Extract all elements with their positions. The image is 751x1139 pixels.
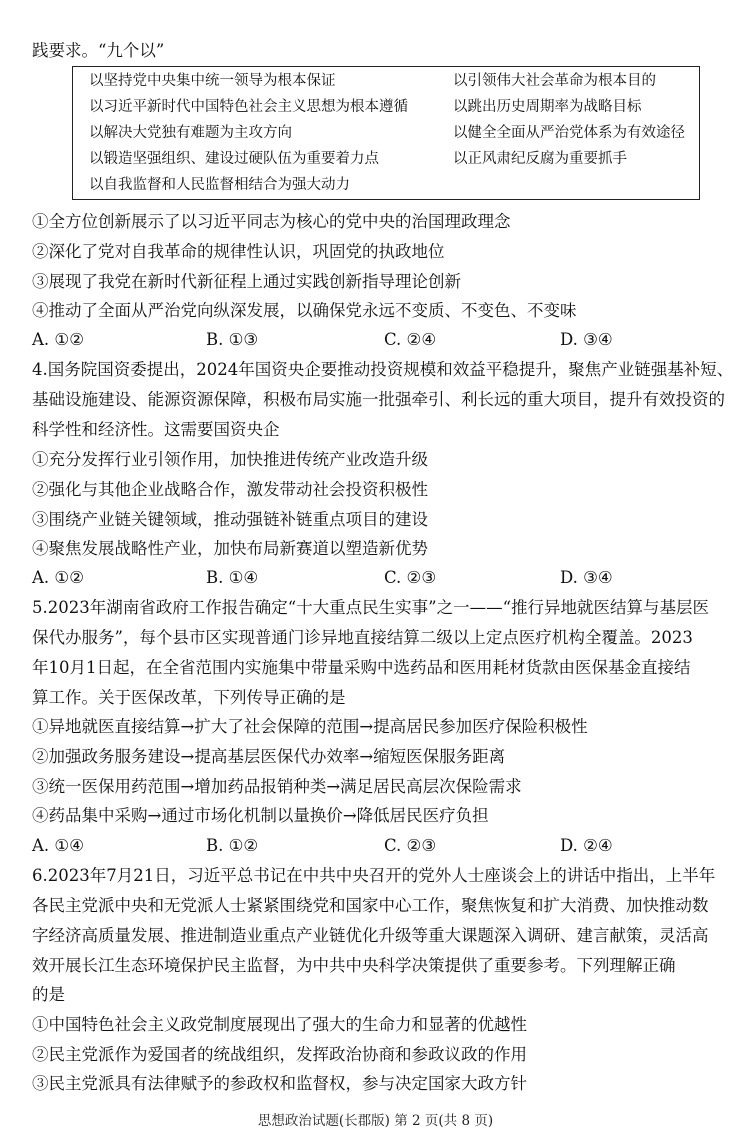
q5-stem-line: 年10月1日起，在全省范围内实施集中带量采购中选药品和医用耗材货款由医保基金直接结	[32, 658, 691, 677]
box-item: 以坚持党中央集中统一领导为根本保证	[89, 73, 336, 89]
q6-stem-line: 字经济高质量发展、推进制造业重点产业链优化升级等重大课题深入调研、建言献策，灵活高	[32, 926, 709, 945]
q4-option-1: ①充分发挥行业引领作用，加快推进传统产业改造升级	[32, 450, 428, 469]
q4-stem-line: 科学性和经济性。这需要国资央企	[32, 420, 280, 439]
choice-b[interactable]: B. ①③	[206, 330, 259, 349]
q3-option-4: ④推动了全面从严治党向纵深发展，以确保党永远不变质、不变色、不变味	[32, 301, 577, 320]
q6-option-3: ③民主党派具有法律赋予的参政权和监督权，参与决定国家大政方针	[32, 1074, 527, 1093]
q3-option-2: ②深化了党对自我革命的规律性认识，巩固党的执政地位	[32, 242, 445, 261]
q6-option-2: ②民主党派作为爱国者的统战组织，发挥政治协商和参政议政的作用	[32, 1045, 527, 1064]
q6-stem-line: 各民主党派中央和无党派人士紧紧围绕党和国家中心工作，聚焦恢复和扩大消费、加快推动数	[32, 896, 709, 915]
q6-stem-line: 效开展长江生态环境保护民主监督，为中共中央科学决策提供了重要参考。下列理解正确	[32, 956, 676, 975]
q4-choices	[32, 567, 737, 589]
q3-option-1: ①全方位创新展示了以习近平同志为核心的党中央的治国理政理念	[32, 212, 511, 231]
box-item: 以健全全面从严治党体系为有效途径	[453, 125, 685, 141]
q4-stem-line: 4.国务院国资委提出，2024年国资央企要推动投资规模和效益平稳提升，聚焦产业链强基补短、	[32, 360, 734, 379]
choice-b[interactable]: B. ①②	[206, 836, 259, 855]
q6-option-1: ①中国特色社会主义政党制度展现出了强大的生命力和显著的优越性	[32, 1015, 527, 1034]
q4-option-4: ④聚焦发展战略性产业，加快布局新赛道以塑造新优势	[32, 539, 428, 558]
q4-option-2: ②强化与其他企业战略合作，激发带动社会投资积极性	[32, 480, 428, 499]
box-item: 以锻造坚强组织、建设过硬队伍为重要着力点	[89, 151, 379, 167]
q5-stem-line: 算工作。关于医保改革，下列传导正确的是	[32, 688, 346, 707]
box-item: 以自我监督和人民监督相结合为强大动力	[89, 177, 350, 193]
box-item: 以习近平新时代中国特色社会主义思想为根本遵循	[89, 99, 408, 115]
choice-c[interactable]: C. ②③	[384, 568, 437, 587]
q3-choices	[32, 329, 737, 351]
intro-tail: 践要求。“九个以”	[32, 41, 165, 60]
q3-option-3: ③展现了我党在新时代新征程上通过实践创新指导理论创新	[32, 272, 461, 291]
q5-stem-line: 5.2023年湖南省政府工作报告确定“十大重点民生实事”之一——“推行异地就医结算与基层医	[32, 598, 710, 617]
box-item: 以跳出历史周期率为战略目标	[453, 99, 642, 115]
q6-stem-line: 的是	[32, 985, 65, 1004]
q5-option-2: ②加强政务服务建设→提高基层医保代办效率→缩短医保服务距离	[32, 747, 506, 766]
nine-points-box	[72, 66, 700, 200]
q4-stem-line: 基础设施建设、能源资源保障，积极布局实施一批强牵引、利长远的重大项目，提升有效投资的	[32, 390, 725, 409]
choice-d[interactable]: D. ②④	[560, 836, 613, 855]
box-item: 以正风肃纪反腐为重要抓手	[453, 151, 627, 167]
page-footer: 思想政治试题(长郡版) 第 2 页(共 8 页)	[257, 1113, 494, 1129]
choice-a[interactable]: A. ①②	[32, 330, 84, 349]
q5-choices	[32, 835, 737, 857]
choice-c[interactable]: C. ②③	[384, 836, 437, 855]
q6-stem-line: 6.2023年7月21日，习近平总书记在中共中央召开的党外人士座谈会上的讲话中指出，上半年	[32, 866, 716, 885]
choice-d[interactable]: D. ③④	[560, 330, 613, 349]
q5-option-3: ③统一医保用药范围→增加药品报销种类→满足居民高层次保险需求	[32, 777, 522, 796]
q4-option-3: ③围绕产业链关键领域，推动强链补链重点项目的建设	[32, 510, 428, 529]
q5-stem-line: 保代办服务”，每个县市区实现普通门诊异地直接结算二级以上定点医疗机构全覆盖。2023	[32, 628, 693, 647]
choice-a[interactable]: A. ①②	[32, 568, 84, 587]
q5-option-4: ④药品集中采购→通过市场化机制以量换价→降低居民医疗负担	[32, 806, 489, 825]
choice-b[interactable]: B. ①④	[206, 568, 259, 587]
q5-option-1: ①异地就医直接结算→扩大了社会保障的范围→提高居民参加医疗保险积极性	[32, 717, 588, 736]
choice-d[interactable]: D. ③④	[560, 568, 613, 587]
choice-c[interactable]: C. ②④	[384, 330, 437, 349]
choice-a[interactable]: A. ①④	[32, 836, 84, 855]
box-item: 以引领伟大社会革命为根本目的	[453, 73, 656, 89]
box-item: 以解决大党独有难题为主攻方向	[89, 125, 292, 141]
